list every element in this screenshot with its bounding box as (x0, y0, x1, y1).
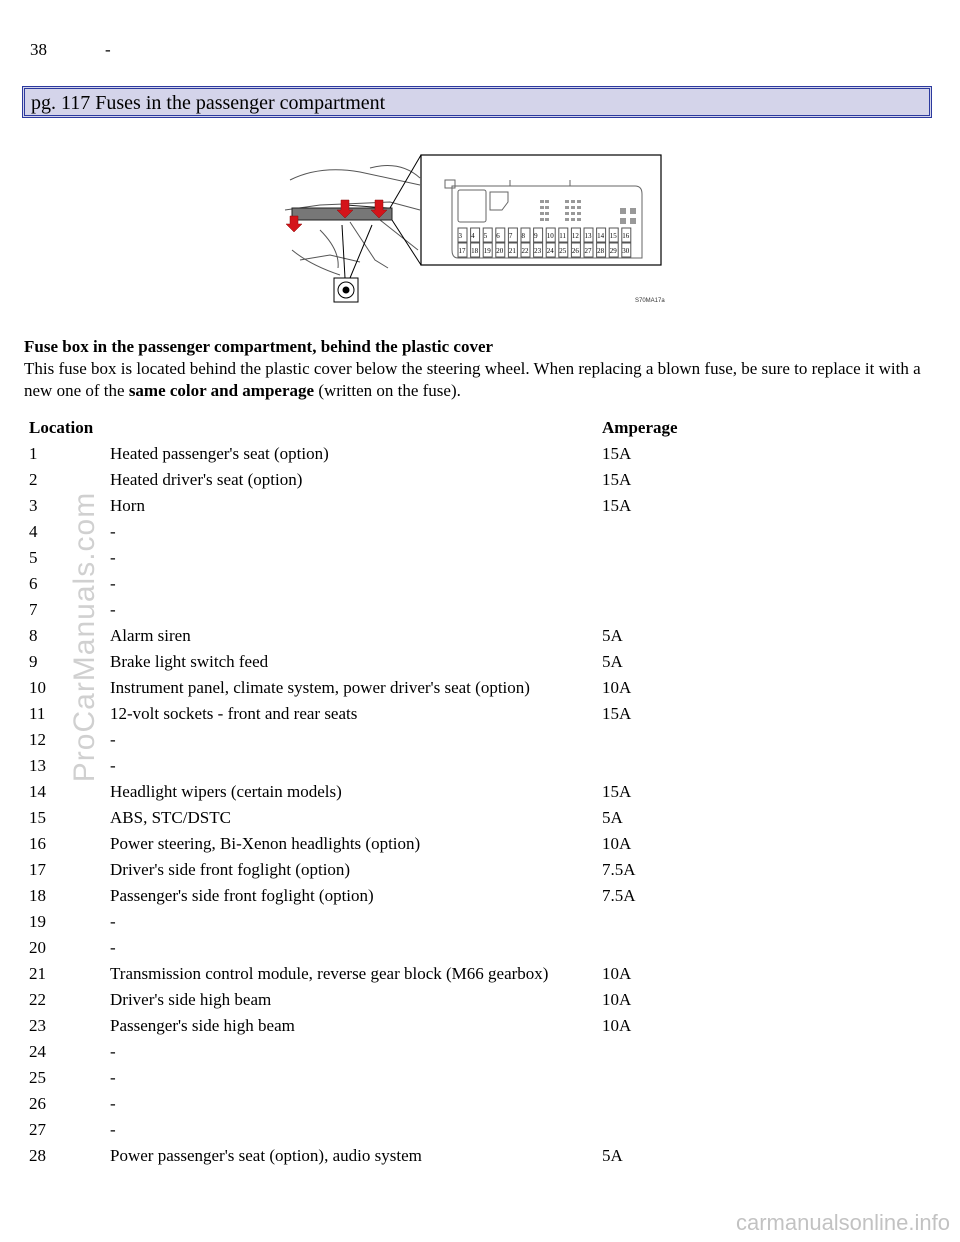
amperage-cell (602, 912, 722, 938)
description-cell: Power passenger's seat (option), audio system (110, 1146, 422, 1165)
location-cell: 11 (29, 704, 46, 723)
table-row (24, 626, 722, 652)
fuse-number: 27 (584, 247, 592, 255)
description-cell: Headlight wipers (certain models) (110, 782, 342, 801)
location-cell: 24 (29, 1042, 46, 1061)
amperage-cell: 10A (602, 834, 632, 853)
location-cell: 25 (29, 1068, 46, 1087)
fuse-number: 26 (571, 247, 579, 255)
amperage-cell (602, 1042, 722, 1068)
fuse-number: 14 (597, 232, 605, 240)
amperage-cell: 5A (602, 808, 623, 827)
amperage-cell: 15A (602, 704, 632, 723)
description-cell: - (110, 756, 116, 775)
fuse-number: 11 (559, 232, 567, 240)
table-row (24, 782, 722, 808)
location-cell: 6 (29, 574, 38, 593)
table-row (24, 444, 722, 470)
amperage-header: Amperage (602, 418, 678, 437)
table-row (24, 470, 722, 496)
description-cell: Transmission control module, reverse gear block (M66 gearbox) (110, 964, 549, 983)
location-cell: 19 (29, 912, 46, 931)
table-row (24, 600, 722, 626)
bottom-watermark: carmanualsonline.info (735, 1210, 950, 1235)
amperage-cell: 15A (602, 444, 632, 463)
location-cell: 12 (29, 730, 46, 749)
table-row (24, 1042, 722, 1068)
amperage-cell: 7.5A (602, 886, 636, 905)
side-watermark: ProCarManuals.com (68, 491, 102, 783)
caption-body (24, 358, 924, 402)
fuse-number: 12 (571, 232, 579, 240)
fuse-number: 3 (458, 232, 462, 240)
fuse-number: 29 (609, 247, 617, 255)
fuse-number: 19 (483, 247, 491, 255)
table-row (24, 704, 722, 730)
table-row (24, 496, 722, 522)
description-cell: Horn (110, 496, 145, 515)
amperage-cell: 15A (602, 470, 632, 489)
fuse-number: 5 (483, 232, 488, 240)
fuse-number: 16 (622, 232, 630, 240)
fuse-number: 25 (559, 247, 567, 255)
description-cell: - (110, 574, 116, 593)
location-cell: 17 (29, 860, 46, 879)
fuse-box-illustration (280, 150, 670, 310)
table-row (24, 756, 722, 782)
table-row (24, 808, 722, 834)
table-row (24, 522, 722, 548)
description-cell: - (110, 1120, 116, 1139)
location-cell: 23 (29, 1016, 46, 1035)
amperage-cell (602, 1120, 722, 1146)
description-cell: Alarm siren (110, 626, 191, 645)
description-cell: - (110, 1042, 116, 1061)
page-location-dash: - (105, 40, 111, 59)
amperage-cell: 15A (602, 496, 632, 515)
amperage-cell (602, 1094, 722, 1120)
table-row (24, 886, 722, 912)
amperage-cell (602, 1068, 722, 1094)
description-cell: Passenger's side front foglight (option) (110, 886, 374, 905)
part-code-label: S70MA17a (635, 298, 665, 304)
amperage-cell: 5A (602, 626, 623, 645)
location-cell: 16 (29, 834, 46, 853)
location-cell: 3 (29, 496, 38, 515)
location-cell: 21 (29, 964, 46, 983)
amperage-cell (602, 574, 722, 600)
amperage-cell: 10A (602, 964, 632, 983)
location-cell: 15 (29, 808, 46, 827)
amperage-cell (602, 600, 722, 626)
amperage-cell: 10A (602, 678, 632, 697)
fuse-number: 7 (508, 232, 513, 240)
description-cell: 12-volt sockets - front and rear seats (110, 704, 358, 723)
location-cell: 18 (29, 886, 46, 905)
location-cell: 9 (29, 652, 38, 671)
amperage-cell: 10A (602, 1016, 632, 1035)
location-cell: 4 (29, 522, 38, 541)
description-cell: - (110, 600, 116, 619)
section-title: pg. 117 Fuses in the passenger compartment (31, 92, 386, 114)
description-header (110, 418, 602, 444)
description-cell: Heated driver's seat (option) (110, 470, 303, 489)
location-cell: 28 (29, 1146, 46, 1165)
table-row (24, 678, 722, 704)
description-cell: - (110, 548, 116, 567)
caption-body-emphasis: same color and amperage (128, 381, 315, 400)
amperage-cell: 15A (602, 782, 632, 801)
table-row (24, 938, 722, 964)
table-row (24, 1094, 722, 1120)
fuse-number: 13 (584, 232, 592, 240)
location-cell: 26 (29, 1094, 46, 1113)
table-row (24, 1016, 722, 1042)
section-banner (22, 86, 932, 118)
fuse-table (24, 418, 722, 1172)
location-cell: 27 (29, 1120, 46, 1139)
amperage-cell (602, 522, 722, 548)
table-row (24, 548, 722, 574)
location-cell: 8 (29, 626, 38, 645)
fuse-number: 4 (471, 232, 475, 240)
table-row (24, 834, 722, 860)
table-row (24, 574, 722, 600)
caption-body-start: This fuse box is located behind the plastic cover below the steering wheel. When replacing a blown fuse, be sure to replace it with a new one of the (24, 359, 921, 400)
description-cell: Driver's side high beam (110, 990, 272, 1009)
description-cell: Power steering, Bi-Xenon headlights (option) (110, 834, 421, 853)
fuse-number: 9 (534, 232, 538, 240)
table-row (24, 1068, 722, 1094)
description-cell: Driver's side front foglight (option) (110, 860, 351, 879)
location-cell: 22 (29, 990, 46, 1009)
location-cell: 13 (29, 756, 46, 775)
table-row (24, 1146, 722, 1172)
fuse-table-body (24, 444, 722, 1172)
description-cell: Brake light switch feed (110, 652, 269, 671)
description-cell: - (110, 730, 116, 749)
amperage-cell (602, 938, 722, 964)
amperage-cell: 5A (602, 1146, 623, 1165)
table-row (24, 964, 722, 990)
location-header: Location (29, 418, 94, 437)
fuse-number: 18 (471, 247, 479, 255)
fuse-number: 24 (546, 247, 554, 255)
fuse-number: 6 (496, 232, 500, 240)
table-row (24, 652, 722, 678)
amperage-cell (602, 730, 722, 756)
fuse-number: 30 (622, 247, 630, 255)
fuse-number: 22 (521, 247, 529, 255)
amperage-cell: 7.5A (602, 860, 636, 879)
location-cell: 2 (29, 470, 38, 489)
fuse-number: 8 (521, 232, 525, 240)
fuse-number: 21 (508, 247, 516, 255)
fuse-number: 28 (597, 247, 605, 255)
location-cell: 10 (29, 678, 46, 697)
amperage-cell (602, 548, 722, 574)
fuse-number: 23 (534, 247, 542, 255)
fastener-icon (334, 278, 358, 302)
fuse-number: 15 (609, 232, 617, 240)
description-cell: Instrument panel, climate system, power driver's seat (option) (110, 678, 530, 697)
caption-title: Fuse box in the passenger compartment, behind the plastic cover (24, 337, 494, 356)
caption-body-end: (written on the fuse). (314, 381, 461, 400)
description-cell: Passenger's side high beam (110, 1016, 295, 1035)
description-cell: - (110, 1094, 116, 1113)
location-cell: 7 (29, 600, 38, 619)
page-location-number: 38 (30, 40, 47, 59)
fuse-number: 20 (496, 247, 504, 255)
description-cell: - (110, 938, 116, 957)
location-cell: 1 (29, 444, 38, 463)
location-cell: 20 (29, 938, 46, 957)
description-cell: ABS, STC/DSTC (110, 808, 231, 827)
amperage-cell: 5A (602, 652, 623, 671)
amperage-cell (602, 756, 722, 782)
description-cell: - (110, 912, 116, 931)
location-cell: 14 (29, 782, 46, 801)
description-cell: Heated passenger's seat (option) (110, 444, 329, 463)
amperage-cell: 10A (602, 990, 632, 1009)
fuse-number: 10 (546, 232, 554, 240)
table-row (24, 1120, 722, 1146)
table-row (24, 912, 722, 938)
fuse-table-header (24, 418, 722, 444)
description-cell: - (110, 1068, 116, 1087)
fuse-number: 17 (458, 247, 466, 255)
table-row (24, 860, 722, 886)
location-cell: 5 (29, 548, 38, 567)
description-cell: - (110, 522, 116, 541)
table-row (24, 990, 722, 1016)
table-row (24, 730, 722, 756)
